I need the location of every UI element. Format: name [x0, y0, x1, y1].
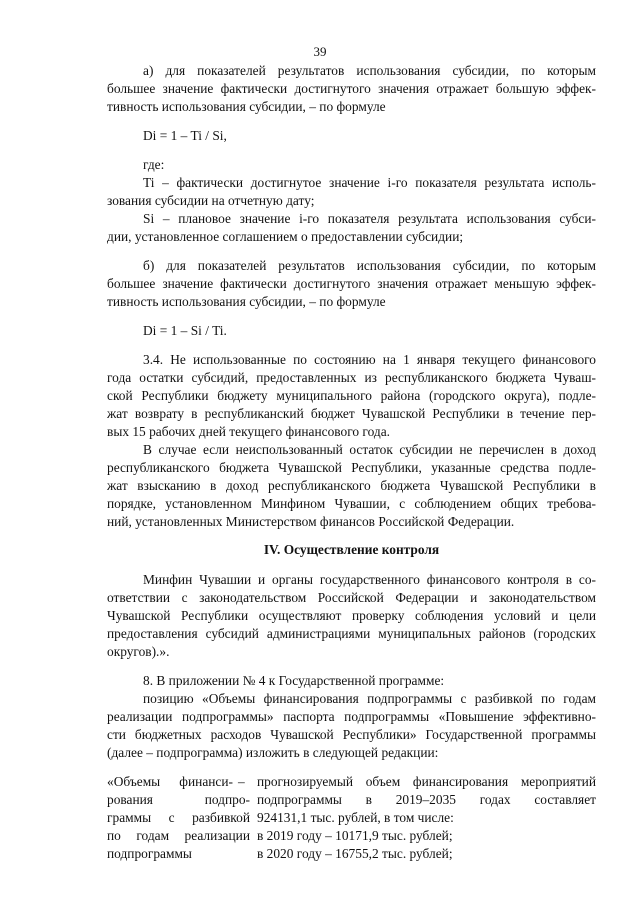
- para-a-line: а) для показателей результатов использования субсидии, по которым: [143, 63, 596, 78]
- table-right-line: подпрограммы в 2019–2035 годах составляет: [257, 792, 596, 807]
- para-case-line: порядке, установленном Минфином Чувашии, с соблюдением общих требова-: [107, 496, 596, 511]
- para-34-line: ской Республики бюджету муниципального района (городского округа), подле-: [107, 388, 596, 403]
- table-right-line: прогнозируемый объем финансирования мероприятий: [257, 774, 596, 789]
- table-dash: –: [238, 774, 245, 789]
- para-34-line: 3.4. Не использованные по состоянию на 1 января текущего финансового: [143, 352, 596, 367]
- where-label: где:: [143, 157, 165, 172]
- para-case-line: республиканского бюджета Чувашской Республики, указанные средства подле-: [107, 460, 596, 475]
- para-control-line: предоставления субсидий администрациями муниципальных районов (городских: [107, 626, 596, 641]
- para-34-line: вых 15 рабочих дней текущего финансового года.: [107, 424, 390, 439]
- table-left-line: «Объемы финанси-: [107, 774, 233, 789]
- formula-b: Di = 1 – Si / Ti.: [143, 323, 227, 338]
- table-right-line: в 2019 году – 10171,9 тыс. рублей;: [257, 828, 453, 843]
- para-b-line: б) для показателей результатов использования субсидии, по которым: [143, 258, 596, 273]
- formula-a: Di = 1 – Ti / Si,: [143, 128, 227, 143]
- para-34-line: жат возврату в республиканский бюджет Чувашской Республики в течение пер-: [107, 406, 596, 421]
- para-b-line: тивность использования субсидии, – по формуле: [107, 294, 386, 309]
- para-position-line: позицию «Объемы финансирования подпрограммы с разбивкой по годам: [143, 691, 596, 706]
- para-34-line: года остатки субсидий, предоставленных из республиканского бюджета Чуваш-: [107, 370, 596, 385]
- table-left-line: граммы с разбивкой: [107, 810, 250, 825]
- para-case-line: жат взысканию в доход республиканского бюджета Чувашской Республики в: [107, 478, 596, 493]
- para-control-line: Чувашской Республики осуществляют проверку соблюдения условий и цели: [107, 608, 596, 623]
- para-control-line: ответствии с законодательством Российской Федерации и законодательством: [107, 590, 596, 605]
- item-8: 8. В приложении № 4 к Государственной программе:: [143, 673, 445, 688]
- para-position-line: реализации подпрограммы» паспорта подпрограммы «Повышение эффективно-: [107, 709, 596, 724]
- para-b-line: большее значение фактически достигнутого значения отражает меньшую эффек-: [107, 276, 596, 291]
- section-heading: IV. Осуществление контроля: [263, 542, 440, 557]
- table-right-line: 924131,1 тыс. рублей, в том числе:: [257, 810, 454, 825]
- page-number: 39: [313, 44, 327, 59]
- def-s-line: дии, установленное соглашением о предоставлении субсидии;: [107, 229, 464, 244]
- para-case-line: В случае если неиспользованный остаток субсидии не перечислен в доход: [143, 442, 596, 457]
- para-position-line: сти бюджетных расходов Чувашской Республики» Государственной программы: [107, 727, 596, 742]
- def-t-line: зования субсидии на отчетную дату;: [107, 193, 315, 208]
- def-t-line: Ti – фактически достигнутое значение i-го показателя результата исполь-: [143, 175, 596, 190]
- para-control-line: округов).».: [107, 644, 170, 659]
- para-a-line: тивность использования субсидии, – по формуле: [107, 99, 386, 114]
- para-case-line: ний, установленных Министерством финансов Российской Федерации.: [107, 514, 515, 529]
- para-position-line: (далее – подпрограмма) изложить в следующей редакции:: [107, 745, 439, 760]
- table-left-line: рования подпро-: [107, 792, 250, 807]
- para-control-line: Минфин Чувашии и органы государственного финансового контроля в со-: [143, 572, 596, 587]
- table-left-line: подпрограммы: [107, 846, 192, 861]
- def-s-line: Si – плановое значение i-го показателя результата использования субси-: [143, 211, 596, 226]
- para-a-line: большее значение фактически достигнутого значения отражает большую эффек-: [107, 81, 596, 96]
- table-left-line: по годам реализации: [107, 828, 250, 843]
- table-right-line: в 2020 году – 16755,2 тыс. рублей;: [257, 846, 453, 861]
